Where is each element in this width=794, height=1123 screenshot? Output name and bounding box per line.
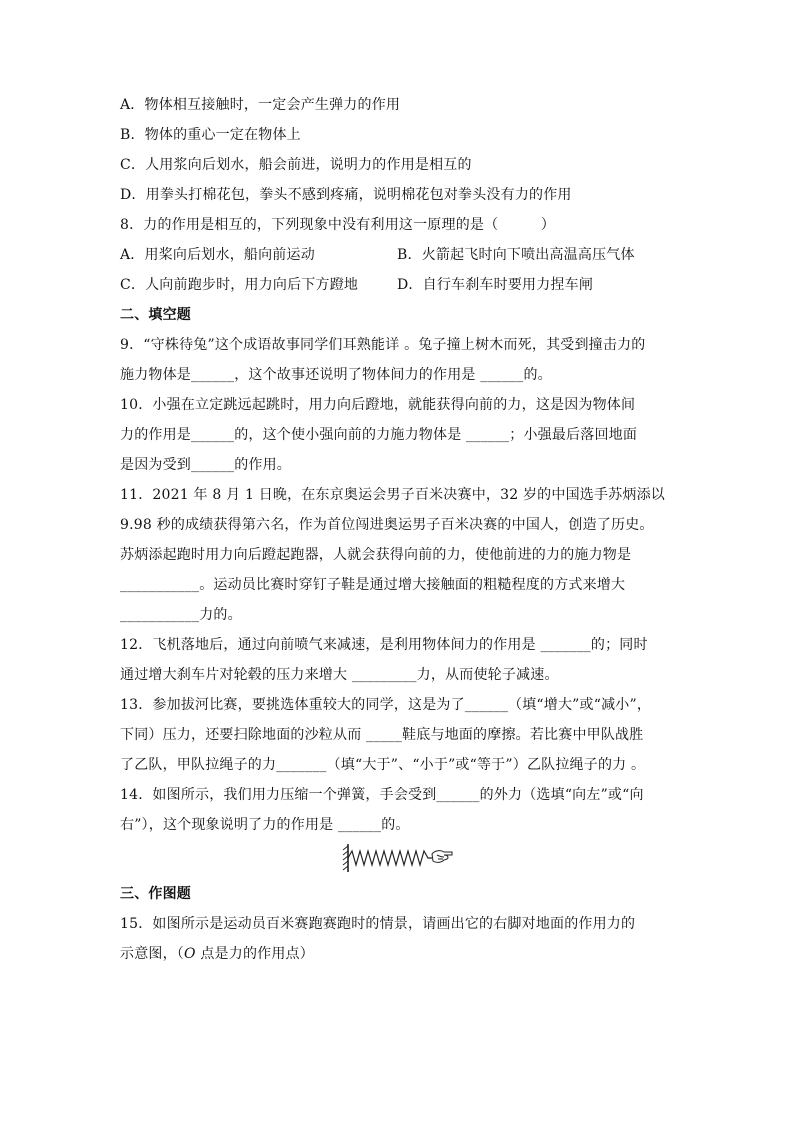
q13-line2: 下同）压力，还要扫除地面的沙粒从而 _____鞋底与地面的摩擦。若比赛中甲队战胜	[120, 727, 644, 743]
wall-icon	[343, 844, 348, 872]
q13-line3: 了乙队，甲队拉绳子的力_______（填“大于”、“小于”或“等于”）乙队拉绳子的力 。	[120, 757, 646, 773]
spring-hand-figure	[340, 842, 460, 874]
q15-line1: 15．如图所示是运动员百米赛跑赛跑时的情景，请画出它的右脚对地面的作用力的	[120, 916, 636, 932]
q15-line2-prefix: 示意图，（	[120, 946, 184, 962]
q7-option-b: B．物体的重心一定在物体上	[120, 127, 301, 143]
section-fill-in-heading: 二、填空题	[120, 307, 191, 323]
q9-line2: 施力物体是______，这个故事还说明了物体间力的作用是 ______的。	[120, 367, 552, 383]
q7-option-c: C．人用浆向后划水，船会前进，说明力的作用是相互的	[120, 157, 472, 173]
q15-line2-suffix: 点是力的作用点）	[195, 946, 314, 962]
q8-option-b: B．火箭起飞时向下喷出高温高压气体	[397, 247, 635, 263]
spring-coil-icon	[348, 851, 432, 865]
q13-line1: 13．参加拔河比赛，要挑选体重较大的同学，这是为了______（填“增大”或“减小”，	[120, 697, 652, 713]
q11-line5: ___________力的。	[120, 607, 242, 623]
q11-line2: 9.98 秒的成绩获得第六名，作为首位闯进奥运男子百米决赛的中国人，创造了历史。	[120, 517, 654, 533]
q14-line1: 14．如图所示，我们用力压缩一个弹簧，手会受到______的外力（选填“向左”或“向	[120, 787, 644, 803]
hand-icon	[432, 851, 452, 863]
q8-option-a: A．用桨向后划水，船向前运动	[120, 247, 315, 263]
q11-line1: 11．2021 年 8 月 1 日晚，在东京奥运会男子百米决赛中，32 岁的中国选手苏炳添以	[120, 487, 665, 503]
q10-line3: 是因为受到______的作用。	[120, 457, 291, 473]
q12-line1: 12．飞机落地后，通过向前喷气来减速，是利用物体间力的作用是 _______的；同时	[120, 637, 648, 653]
q10-line2: 力的作用是______的，这个使小强向前的力施力物体是 ______；小强最后落回地面	[120, 427, 638, 443]
q8-option-c: C．人向前跑步时，用力向后下方蹬地	[120, 277, 359, 293]
q14-line2: 右”），这个现象说明了力的作用是 ______的。	[120, 817, 410, 833]
q15-point-o: O	[184, 946, 196, 962]
q12-line2: 通过增大刹车片对轮毂的压力来增大 _________力，从而使轮子减速。	[120, 667, 559, 683]
q8-option-d: D．自行车刹车时要用力捏车闸	[397, 277, 594, 293]
q8-options-row2	[120, 275, 680, 295]
q8-options-row1	[120, 245, 680, 265]
q8-stem: 8．力的作用是相互的，下列现象中没有利用这一原理的是（ ）	[120, 217, 556, 233]
q7-option-a: A．物体相互接触时，一定会产生弹力的作用	[120, 97, 401, 113]
q7-option-d: D．用拳头打棉花包，拳头不感到疼痛，说明棉花包对拳头没有力的作用	[120, 187, 572, 203]
q11-line4: ___________。运动员比赛时穿钉子鞋是通过增大接触面的粗糙程度的方式来增大	[120, 577, 626, 593]
q15-line2	[120, 944, 314, 964]
section-drawing-heading: 三、作图题	[120, 886, 191, 902]
q11-line3: 苏炳添起跑时用力向后蹬起跑器，人就会获得向前的力，使他前进的力的施力物是	[120, 547, 632, 563]
q9-line1: 9．“守株待兔”这个成语故事同学们耳熟能详 。兔子撞上树木而死，其受到撞击力的	[120, 337, 646, 353]
q10-line1: 10．小强在立定跳远起跳时，用力向后蹬地，就能获得向前的力，这是因为物体间	[120, 397, 636, 413]
